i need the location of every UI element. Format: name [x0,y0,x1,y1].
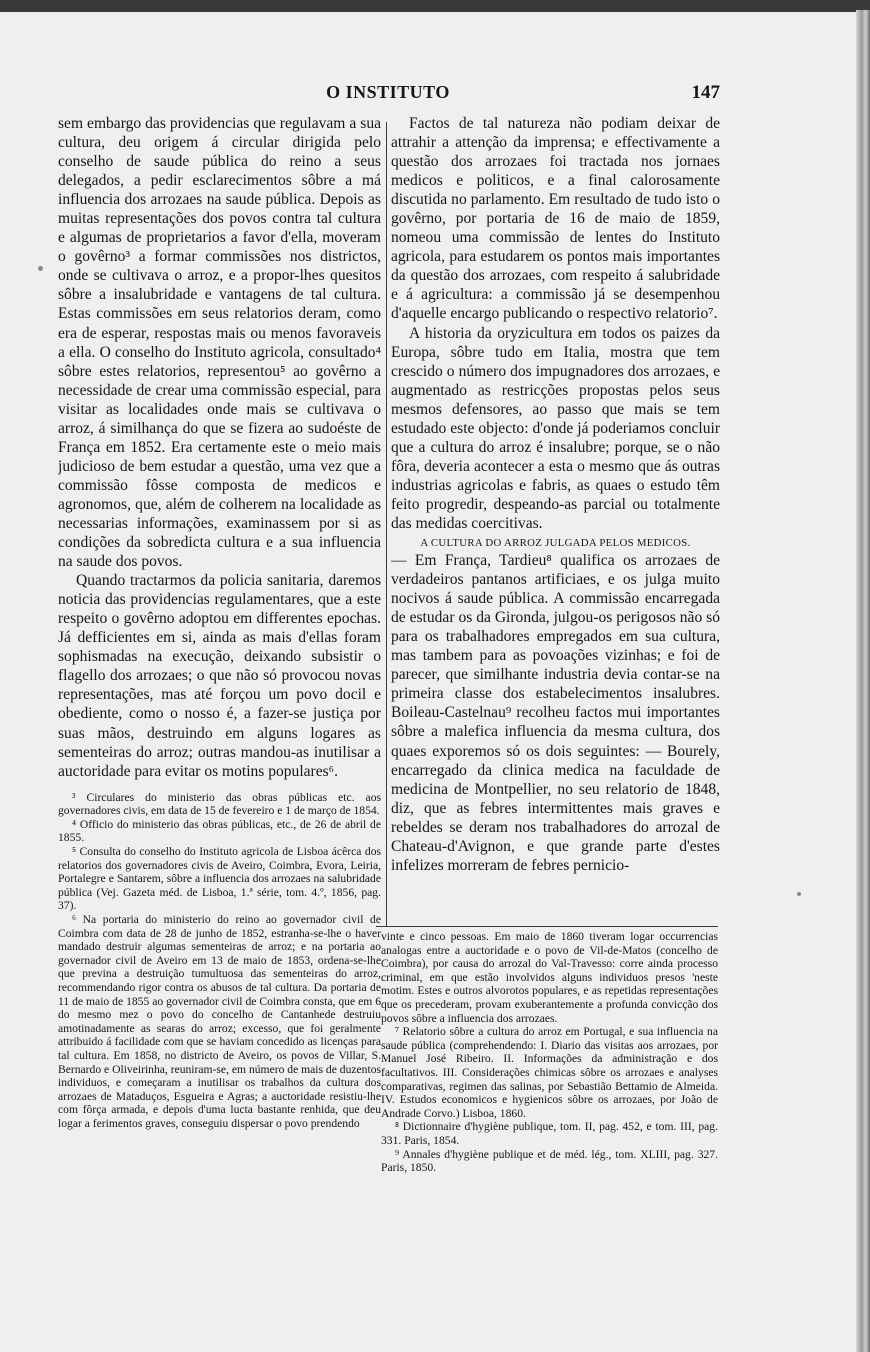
page-speck [797,892,801,896]
body-paragraph: — Em França, Tardieu⁸ qualifica os arrozaes de verdadeiros pantanos artificiaes, e os julga muito nocivos á saude pública. A commissão encarregada de estudar os da Gironda, julgou-os perigosos não só para os trabalhadores empregados em sua cultura, mas tambem para as povoações vizinhas; e foi de parecer, que similhante industria devia contar-se na primeira classe dos estabelecimentos insalubres. Boileau-Castelnau⁹ recolheu factos mui importantes sôbre a malefica influencia da mesma cultura, dos quaes exporemos só os dois seguintes: — Bourely, encarregado da clinica medica na faculdade de medicina de Montpellier, no seu relatorio de 1848, diz, que as febres intermittentes mais graves e rebeldes se deram nos trabalhadores do arrozal de Chateau-d'Avignon, e que grande parte d'estes infelizes morreram de febres pernicio- [391,552,720,874]
footnote: ⁶ Na portaria do ministerio do reino ao governador civil de Coimbra com data de 28 de junho de 1852, estranha-se-lhe o haver mandado destruir algumas sementeiras de arroz; e na portaria ao governador civil de Aveiro em 13 de maio de 1853, ordena-se-lhe que previna a destruição tumultuosa das sementeiras do arroz, recommendando rigor contra os abusos de tal cultura. Da portaria de 11 de maio de 1855 ao governador civil de Coimbra consta, que em 6 do mesmo mez o povo do concelho de Cantanhede destruiu amotinadamente as searas do arroz; excesso, que foi geralmente attribuido á facilidade com que se haviam concedido as licenças para tal cultura. Em 1858, no districto de Aveiro, os povos de Villar, S. Bernardo e Oliveirinha, reuniram-se, em número de mais de duzentos individuos, e começaram a inutilisar os trabalhos da cultura dos arrozaes de Mataduços, Esgueira e Agras; a auctoridade resistiu-lhe com fôrça armada, e depois d'uma lucta bastante renhida, que deu logar a ferimentos graves, conseguiu dispersar o povo prendendo [58,912,381,1130]
footnote: vinte e cinco pessoas. Em maio de 1860 tiveram logar occurrencias analogas entre a auctoridade e o povo de Vil-de-Matos (concelho de Coimbra), por causa do arrozal do Val-Travesso: corre ainda processo criminal, em que estão involvidos alguns individuos presos 'neste motim. Estes e outros alvorotos populares, e as repetidas representações que os precederam, provam exuberantemente a profunda convicção dos povos sôbre a influencia dos arrozaes. [381,930,718,1025]
scan-top-border [0,0,870,12]
running-title: O INSTITUTO [326,82,450,102]
page-speck [38,266,43,271]
body-paragraph: A historia da oryzicultura em todos os paizes da Europa, sôbre tudo em Italia, mostra que tem crescido o número dos impugnadores dos arrozaes, e augmentado as restricções propostas pelos seus mesmos defensores, ao passo que mais se tem estudado este objecto: d'onde já poderiamos concluir que a cultura do arroz é insalubre; porque, se o não fôra, deveria acontecer a esta o mesmo que ás outras industrias agricolas e fabris, as quaes o estudo têm feito progredir, despeando-as parcial ou totalmente das medidas coercitivas. [391,324,720,532]
footnote: ⁷ Relatorio sôbre a cultura do arroz em Portugal, e sua influencia na saude pública (comprehendendo: I. Diario das visitas aos arrozaes, por Manuel José Ribeiro. II. Informações da administração e dos facultativos. III. Considerações chimicas sôbre os arrozaes e analyses comparativas, regimen das salinas, por Sebastião Bettamio de Almeida. IV. Estudos economicos e hygienicos sôbre os arrozaes, por João de Andrade Corvo.) Lisboa, 1860. [381,1025,718,1120]
column-divider [386,122,387,927]
footnote: ⁸ Dictionnaire d'hygiène publique, tom. II, pag. 452, e tom. III, pag. 331. Paris, 1854. [381,1120,718,1147]
section-heading: A CULTURA DO ARROZ JULGADA PELOS MEDICOS. [420,537,691,550]
body-paragraph: Quando tractarmos da policia sanitaria, daremos noticia das providencias regulamentares, que a este respeito o govêrno adoptou em differentes epochas. Já defficientes em si, ainda as mais d'ellas foram sophismadas na execução, deixando subsistir o flagello dos arrozaes; o que não só provocou novas representações, mas até forçou um povo docil e obediente, como o nosso é, a fazer-se justiça por suas mãos, destruindo em alguns logares as sementeiras do arroz; outras mandou-as inutilisar a auctoridade para evitar os motins populares⁶. [58,572,381,780]
page-number: 147 [691,82,720,103]
running-header [56,82,720,106]
footnote: ⁴ Officio do ministerio das obras públicas, etc., de 26 de abril de 1855. [58,817,381,845]
footnote: ³ Circulares do ministerio das obras públicas etc. aos governadores civis, em data de 15 de fevereiro e 1 de março de 1854. [58,790,381,818]
page-edge-shadow [856,10,870,1352]
left-column [58,114,381,1224]
footnote: ⁹ Annales d'hygiène publique et de méd. lég., tom. XLIII, pag. 327. Paris, 1850. [381,1147,718,1175]
body-paragraph: sem embargo das providencias que regulavam a sua cultura, deu origem á circular dirigida pelo conselho de saude pública do reino a seus delegados, a pedir esclarecimentos sôbre a má influencia dos arrozaes na saude pública. Depois as muitas representações dos povos contra tal cultura e algumas de proprietarios a favor d'ella, moveram o govêrno³ a formar commissões nos districtos, onde se cultivava o arroz, e a propor-lhes quesitos sôbre a insalubridade e vantagens de tal cultura. Estas commissões em seus relatorios deram, como era de esperar, respostas mais ou menos favoraveis a ella. O conselho do Instituto agricola, consultado⁴ sôbre estes relatorios, representou⁵ ao govêrno a necessidade de crear uma commissão especial, para visitar as localidades onde mais se cultivava o arroz, á similhança do que se fizera ao sudoéste de França em 1852. Era certamente este o meio mais judicioso de bem estudar a questão, uma vez que a commissão fôsse composta de medicos e agronomos, que, além de colherem na localidade as necessarias informações, examinassem por si as condições da sobredicta cultura e a sua influencia na saude dos povos. [58,115,381,571]
footnote: ⁵ Consulta do conselho do Instituto agricola de Lisboa ácêrca dos relatorios dos governadores civis de Aveiro, Coimbra, Evora, Leiria, Portalegre e Santarem, sôbre a influencia dos arrozaes na salubridade pública (Vej. Gazeta méd. de Lisboa, 1.ª série, tom. 4.º, 1856, pag. 37). [58,845,381,913]
footnotes-left [58,791,381,1131]
body-paragraph: Factos de tal natureza não podiam deixar de attrahir a attenção da imprensa; e effectivamente a questão dos arrozaes foi tractada nos jornaes medicos e politicos, e a final calorosamente discutida no parlamento. Em resultado de tudo isto o govêrno, por portaria de 16 de maio de 1859, nomeou uma commissão de lentes do Instituto agricola, para estudarem os pontos mais importantes da questão dos arrozaes, com respeito á salubridade e á agricultura: a commissão já se desempenhou d'aquelle encargo publicando o respectivo relatorio⁷. [391,115,720,323]
footnotes-right [381,930,718,1230]
